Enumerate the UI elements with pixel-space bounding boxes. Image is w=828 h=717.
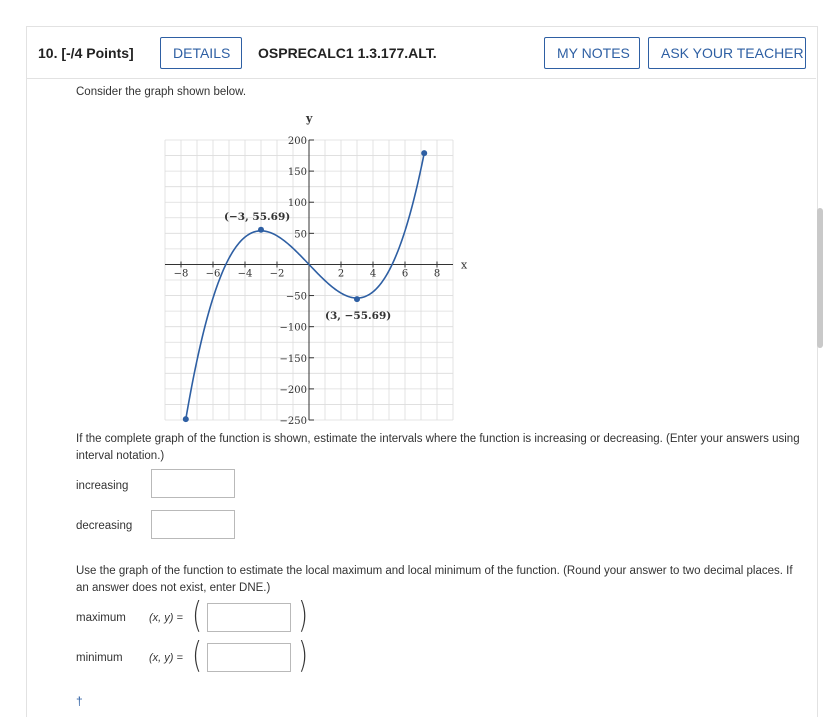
- local-max-label: (−3, 55.69): [224, 210, 291, 223]
- y-tick-label: −250: [279, 416, 307, 427]
- y-tick-label: 150: [287, 167, 307, 179]
- y-tick-label: 50: [294, 229, 307, 241]
- minimum-xy-label: (x, y) =: [149, 652, 183, 664]
- my-notes-button[interactable]: MY NOTES: [544, 37, 640, 69]
- x-tick-label: −6: [205, 268, 221, 280]
- local-max-point: [258, 227, 264, 233]
- y-tick-label: −200: [279, 384, 307, 396]
- minimum-close-paren: ): [298, 635, 308, 676]
- decreasing-input[interactable]: [151, 510, 235, 539]
- maximum-close-paren: ): [298, 595, 308, 636]
- question-number: 10. [-/4 Points]: [38, 45, 134, 61]
- x-tick-label: 6: [401, 268, 409, 280]
- function-graph: [160, 110, 468, 427]
- increasing-input[interactable]: [151, 469, 235, 498]
- question-header: [26, 26, 816, 79]
- x-tick-label: −8: [173, 268, 189, 280]
- y-axis-label: y: [306, 112, 313, 125]
- details-button[interactable]: DETAILS: [160, 37, 242, 69]
- y-tick-label: −100: [279, 322, 307, 334]
- y-tick-label: 100: [287, 198, 307, 210]
- minimum-open-paren: (: [192, 635, 202, 676]
- x-tick-label: −2: [269, 268, 285, 280]
- function-curve: [186, 153, 424, 419]
- curve-endpoint: [421, 150, 427, 156]
- decreasing-label: decreasing: [76, 520, 133, 532]
- problem-code: OSPRECALC1 1.3.177.ALT.: [258, 45, 437, 61]
- local-min-point: [354, 296, 360, 302]
- x-tick-label: 4: [369, 268, 377, 280]
- scrollbar-thumb[interactable]: [817, 208, 823, 348]
- x-tick-label: 2: [337, 268, 345, 280]
- part1-prompt: If the complete graph of the function is shown, estimate the intervals where the function is increasing or decreasing. (Enter your answers using interval notation.): [76, 433, 800, 462]
- y-tick-label: −150: [279, 353, 307, 365]
- curve-endpoint: [183, 416, 189, 422]
- part2-prompt: Use the graph of the function to estimate the local maximum and local minimum of the function. (Round your answer to two decimal places. If an answer does not exist, enter DNE.): [76, 565, 793, 594]
- y-tick-label: 200: [287, 136, 307, 147]
- y-tick-label: −50: [285, 291, 307, 303]
- increasing-label: increasing: [76, 480, 129, 492]
- maximum-input[interactable]: [207, 603, 291, 632]
- x-axis-label: x: [461, 258, 468, 272]
- maximum-xy-label: (x, y) =: [149, 612, 183, 624]
- maximum-open-paren: (: [192, 595, 202, 636]
- x-tick-label: −4: [237, 268, 253, 280]
- dagger-marker: †: [76, 694, 83, 708]
- minimum-input[interactable]: [207, 643, 291, 672]
- minimum-label: minimum: [76, 652, 123, 664]
- maximum-label: maximum: [76, 612, 126, 624]
- ask-your-teacher-button[interactable]: ASK YOUR TEACHER: [648, 37, 806, 69]
- x-tick-label: 8: [433, 268, 441, 280]
- question-intro: Consider the graph shown below.: [76, 86, 247, 98]
- local-min-label: (3, −55.69): [325, 310, 392, 323]
